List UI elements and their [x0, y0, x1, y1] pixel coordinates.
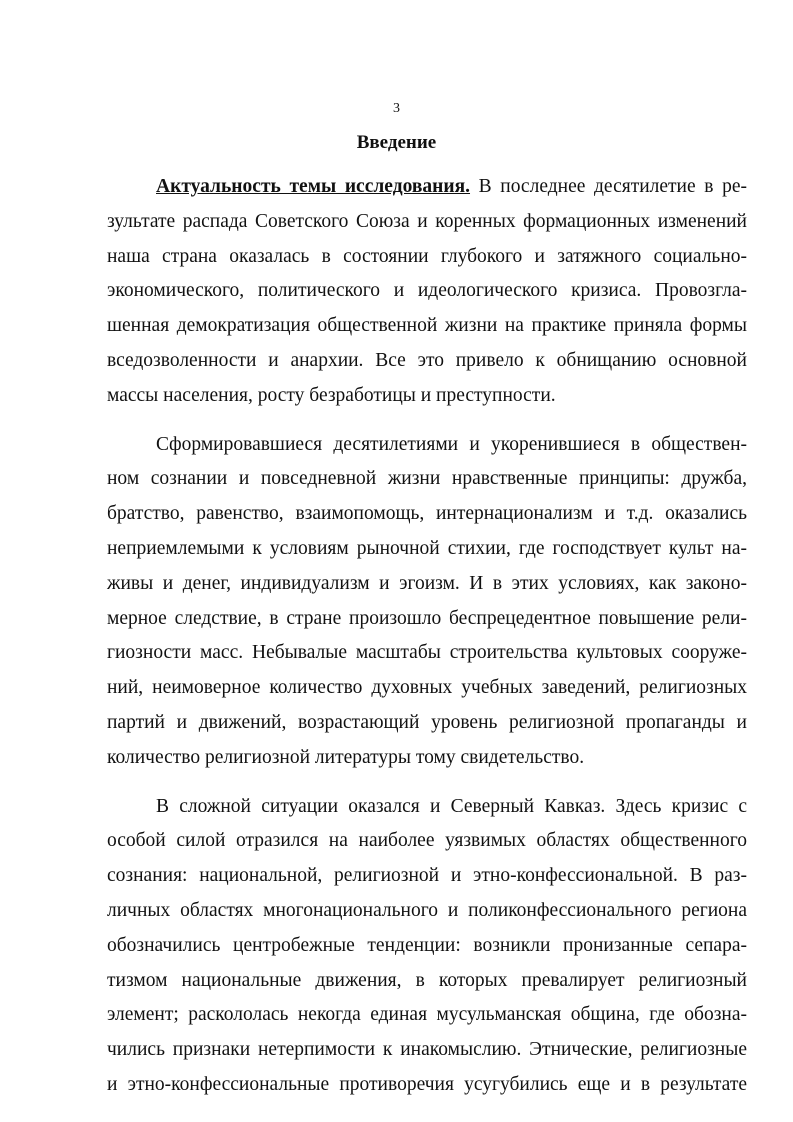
- text-line: живы и денег, индивидуализм и эгоизм. И в этих условиях, как законо-: [107, 572, 747, 594]
- text-line: В сложной ситуации оказался и Северный Кавказ. Здесь кризис с: [156, 795, 747, 817]
- text-line: Сформировавшиеся десятилетиями и укоренившиеся в обществен-: [156, 433, 747, 455]
- text-line: партий и движений, возрастающий уровень религиозной пропаганды и: [107, 711, 747, 733]
- text-line: сознания: национальной, религиозной и этно-конфессиональной. В раз-: [107, 865, 747, 887]
- text-line-fragment: В последнее десятилетие в ре-: [470, 176, 747, 197]
- text-line: мерное следствие, в стране произошло беспрецедентное повышение рели-: [107, 607, 747, 629]
- text-line: ном сознании и повседневной жизни нравственные принципы: дружба,: [107, 468, 747, 490]
- text-line: особой силой отразился на наиболее уязвимых областях общественного: [107, 830, 747, 852]
- page-number: 3: [393, 101, 400, 116]
- text-line: обозначились центробежные тенденции: возникли пронизанные сепара-: [107, 934, 747, 956]
- text-line: чились признаки нетерпимости к инакомыслию. Этнические, религиозные: [107, 1039, 747, 1061]
- body-text: [107, 170, 747, 1117]
- text-line: зультате распада Советского Союза и коренных формационных изменений: [107, 210, 747, 232]
- text-line: шенная демократизация общественной жизни на практике приняла формы: [107, 315, 747, 337]
- paragraph-2: [107, 428, 747, 776]
- text-line: [107, 170, 747, 205]
- page-title: Введение: [356, 132, 437, 153]
- paragraph-3: [107, 790, 747, 1103]
- text-line: экономического, политического и идеологического кризиса. Провозгла-: [107, 280, 747, 302]
- text-line: массы населения, росту безработицы и преступности.: [107, 384, 556, 406]
- text-line: количество религиозной литературы тому свидетельство.: [107, 746, 585, 768]
- text-line: элемент; раскололась некогда единая мусульманская община, где обозна-: [107, 1004, 747, 1026]
- text-line: наша страна оказалась в состоянии глубокого и затяжного социально-: [107, 245, 747, 267]
- text-line: гиозности масс. Небывалые масштабы строительства культовых сооруже-: [107, 642, 747, 664]
- text-line: ний, неимоверное количество духовных учебных заведений, религиозных: [107, 677, 747, 699]
- text-line: и этно-конфессиональные противоречия усугубились еще и в результате: [107, 1073, 747, 1095]
- text-line: тизмом национальные движения, в которых превалирует религиозный: [107, 969, 747, 991]
- paragraph-1: [107, 170, 747, 414]
- text-line: братство, равенство, взаимопомощь, интернационализм и т.д. оказались: [107, 503, 747, 525]
- text-line: вседозволенности и анархии. Все это привело к обнищанию основной: [107, 349, 747, 371]
- text-line: неприемлемыми к условиям рыночной стихии, где господствует культ на-: [107, 537, 747, 559]
- section-heading-inline: Актуальность темы исследования.: [156, 176, 471, 197]
- text-line: личных областях многонационального и поликонфессионального региона: [107, 899, 747, 921]
